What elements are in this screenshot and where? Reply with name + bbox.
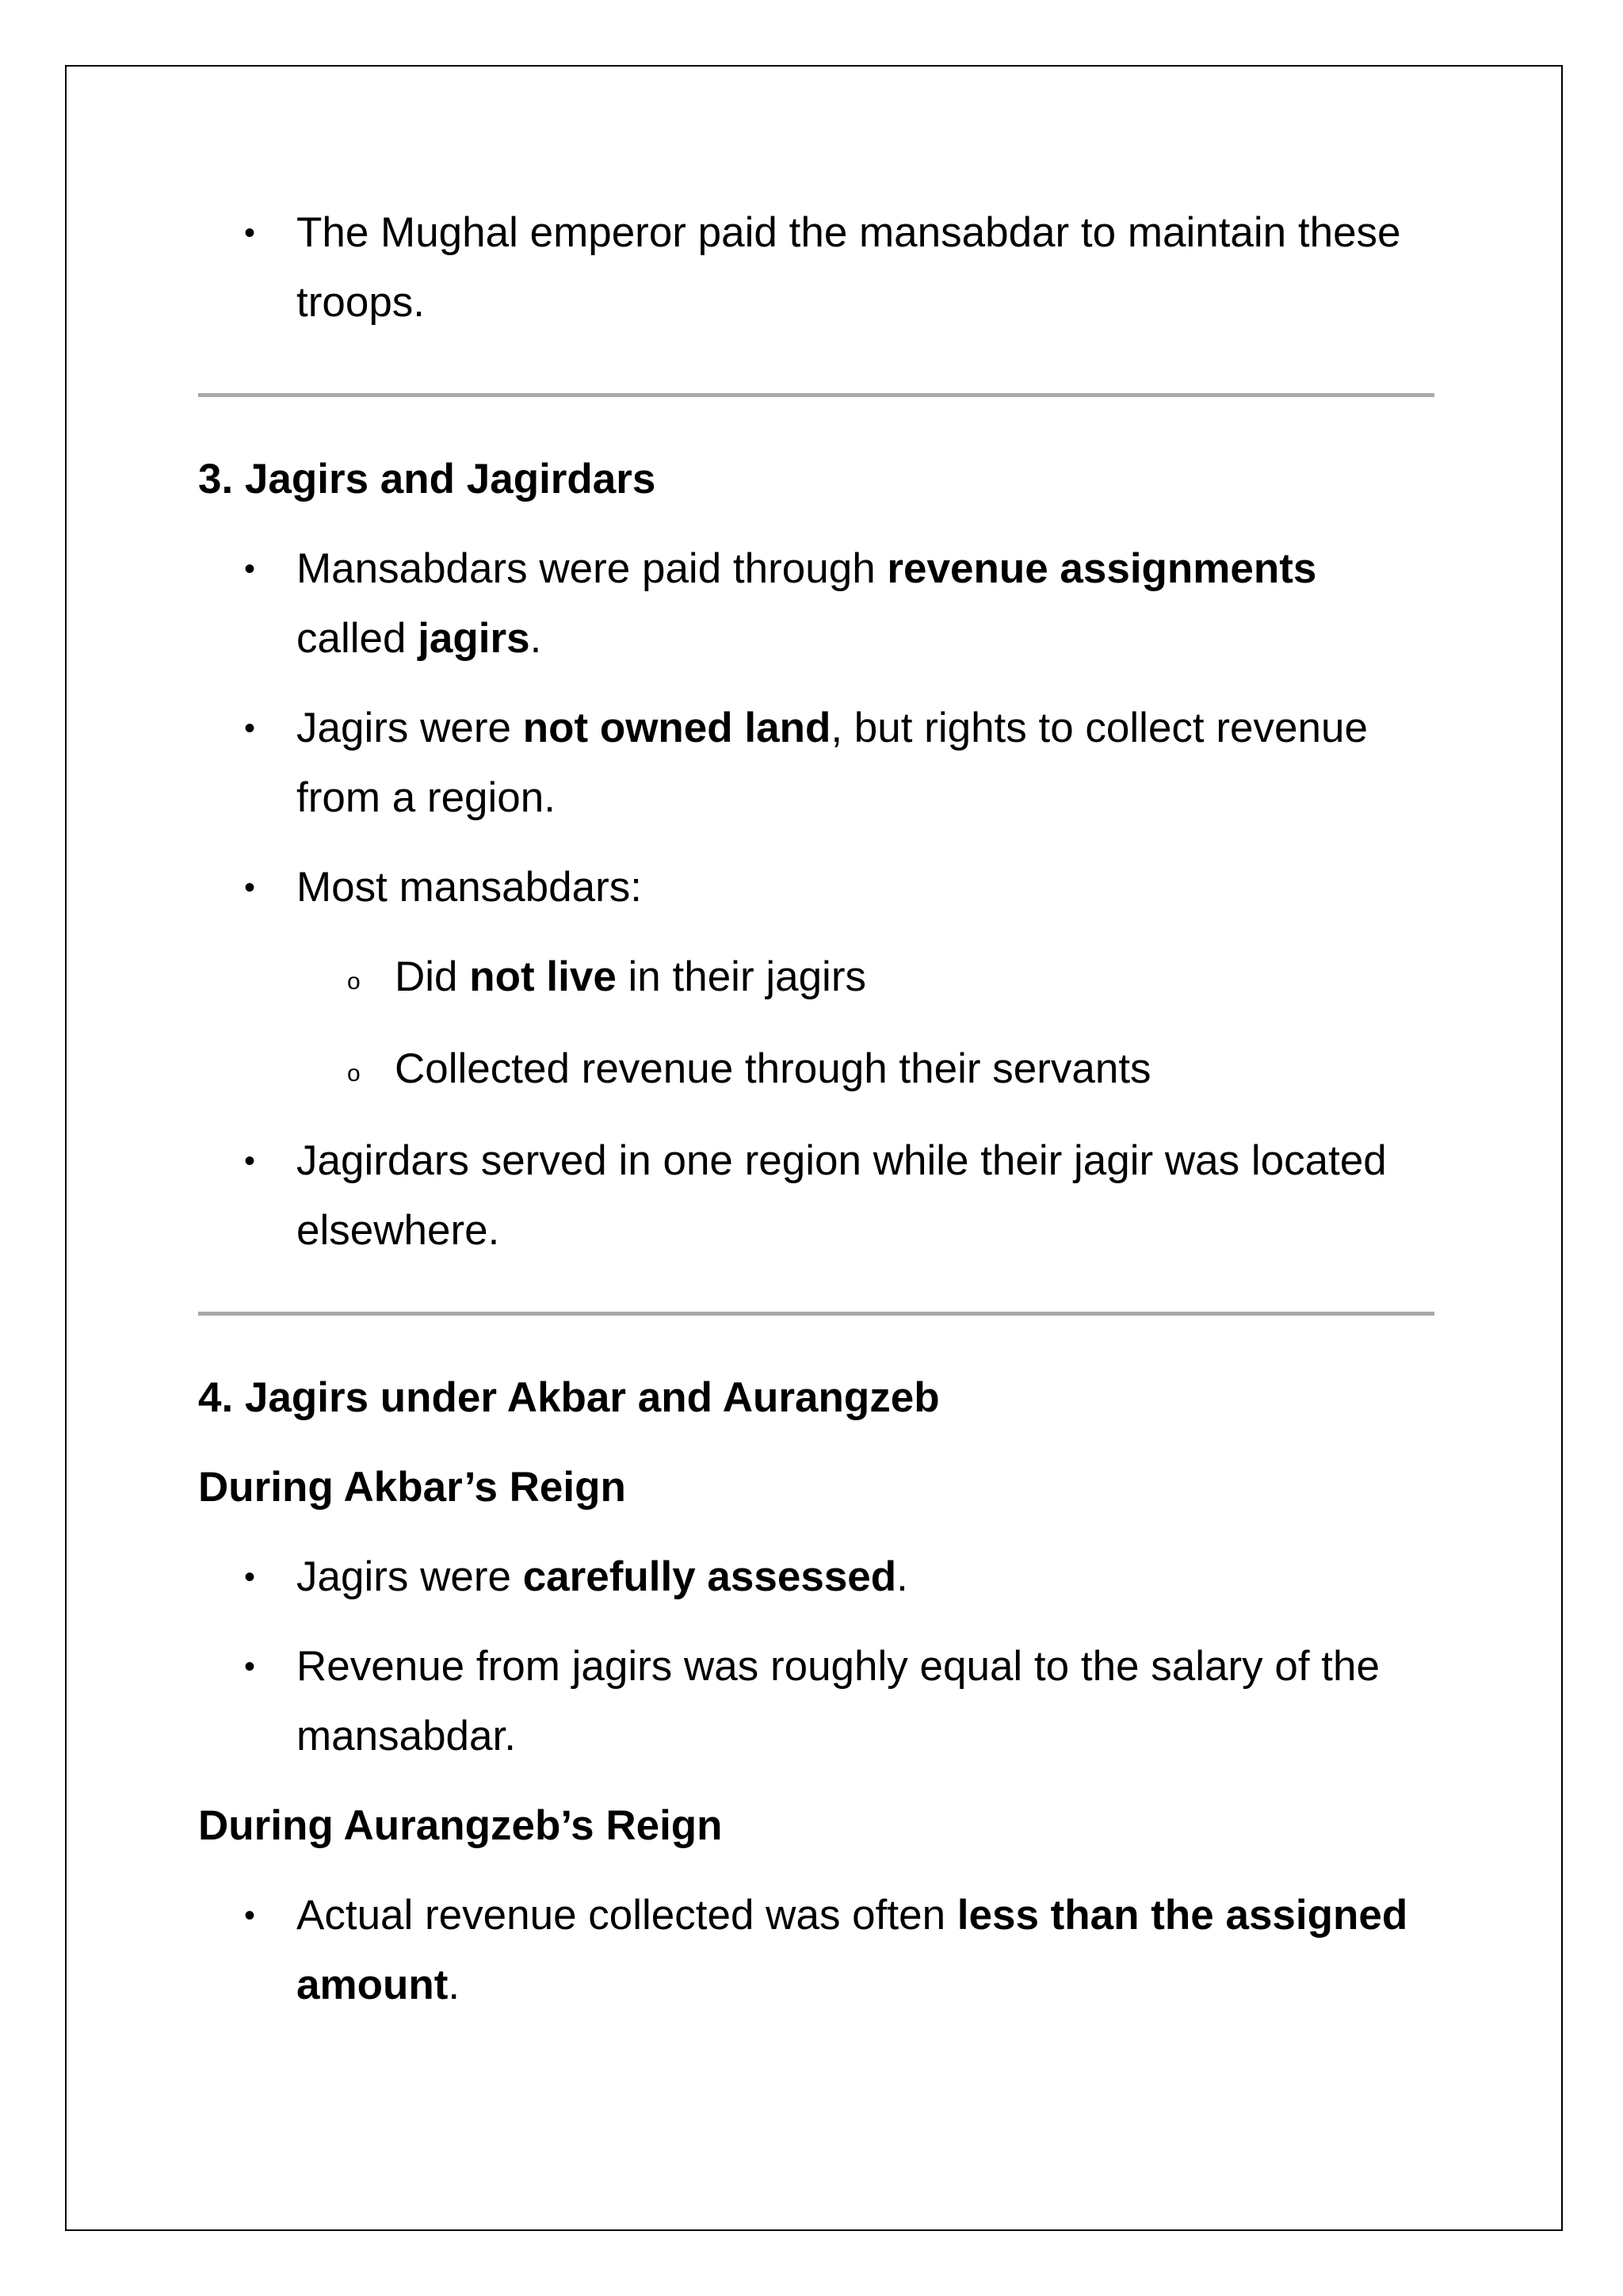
section-heading-4: 4. Jagirs under Akbar and Aurangzeb: [198, 1374, 940, 1421]
section3-list: [198, 534, 1434, 923]
sub-list-item: [198, 1034, 1434, 1104]
bullet-icon: •: [244, 216, 256, 250]
list-item: [198, 1632, 1434, 1771]
sub-bullet-text: Collected revenue through their servants: [395, 1045, 1151, 1092]
section-heading-3: 3. Jagirs and Jagirdars: [198, 456, 656, 502]
bullet-icon: •: [244, 1560, 256, 1595]
bullet-icon: •: [244, 1144, 256, 1179]
bullet-icon: •: [244, 552, 256, 586]
document-content: [198, 198, 1434, 2040]
bullet-text: Jagirs were carefully assessed.: [296, 1553, 908, 1600]
section-divider: [198, 1312, 1434, 1316]
bullet-text: Jagirdars served in one region while their jagir was located elsewhere.: [296, 1137, 1387, 1254]
list-item: [198, 1542, 1434, 1612]
section-divider: [198, 393, 1434, 397]
section3-list-continued: [198, 1126, 1434, 1266]
bullet-text: Jagirs were not owned land, but rights to collect revenue from a region.: [296, 705, 1368, 821]
bullet-text: Mansabdars were paid through revenue assignments called jagirs.: [296, 545, 1317, 662]
bullet-icon: •: [244, 870, 256, 905]
subheading-aurangzeb: During Aurangzeb’s Reign: [198, 1802, 723, 1849]
aurangzeb-list: [198, 1881, 1434, 2020]
bullet-text: Actual revenue collected was often less than the assigned amount.: [296, 1892, 1408, 2008]
subheading-akbar: During Akbar’s Reign: [198, 1464, 626, 1511]
circle-bullet-icon: o: [347, 968, 361, 995]
bullet-text: The Mughal emperor paid the mansabdar to maintain these troops.: [296, 209, 1401, 326]
bullet-text: Revenue from jagirs was roughly equal to the salary of the mansabdar.: [296, 1643, 1380, 1759]
bullet-text: Most mansabdars:: [296, 864, 642, 911]
circle-bullet-icon: o: [347, 1060, 361, 1087]
intro-list: [198, 198, 1434, 338]
akbar-list: [198, 1542, 1434, 1771]
list-item: [198, 1881, 1434, 2020]
bullet-icon: •: [244, 1649, 256, 1684]
sub-bullet-text: Did not live in their jagirs: [395, 953, 866, 1000]
list-item: [198, 853, 1434, 923]
list-item: [198, 693, 1434, 833]
bullet-icon: •: [244, 1898, 256, 1933]
section3-sublist: [198, 942, 1434, 1104]
bullet-icon: •: [244, 711, 256, 746]
list-item: [198, 198, 1434, 338]
list-item: [198, 1126, 1434, 1266]
list-item: [198, 534, 1434, 674]
sub-list-item: [198, 942, 1434, 1012]
